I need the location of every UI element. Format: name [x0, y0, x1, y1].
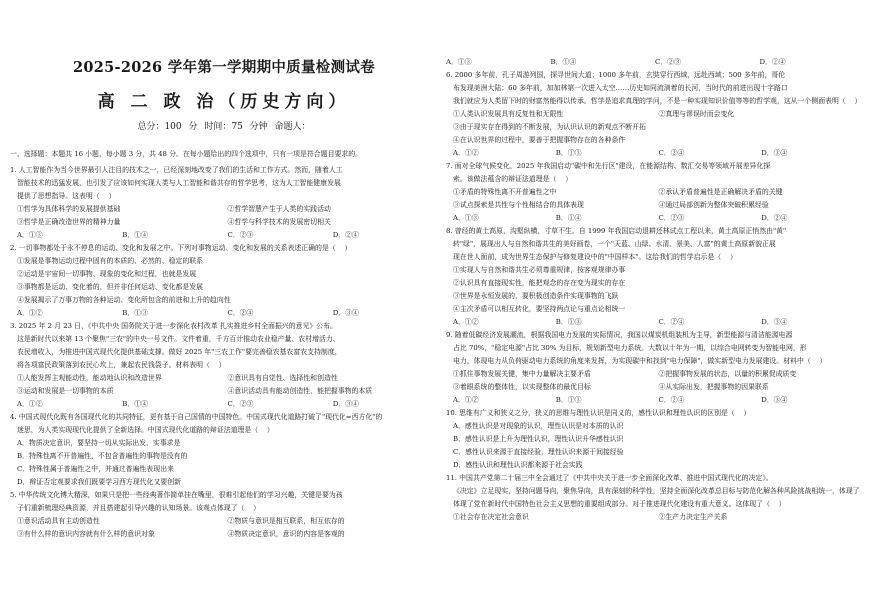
answer-choice[interactable]: A．①② [17, 309, 43, 317]
option-row [446, 199, 864, 212]
option: ④意识活动具有能动创造性，能把握事物的本质 [227, 387, 373, 395]
exam-title: 2025-2026 学年第一学期期中质量检测试卷 [73, 59, 375, 76]
answer-choice[interactable]: A．①③ [453, 214, 479, 222]
option[interactable]: B．感性认识是上升为理性认识，理性认识升华感性认识 [453, 435, 624, 443]
option-row [446, 381, 864, 394]
question-stem: 3. 2025 年 2 月 23 日，《中共中央 国务院关于进一步深化农村改革 扎实推进乡村全面振兴的意见》公布。 [10, 322, 337, 330]
answer-choice[interactable]: D．③④ [761, 318, 788, 326]
option: ②物质与意识是相互联系，相互依存的 [227, 517, 345, 525]
question-stem: 索。该做法蕴含的辩证法道理是（ ） [453, 175, 573, 183]
question-stem: 农民增收入，为推进中国式现代化提供基础支撑。做好 2025 年"三农工作"要完善稳农基农富农支持制度， [17, 348, 342, 356]
option: ②真理与谬误时而会变化 [658, 110, 735, 118]
answer-choice[interactable]: B．①④ [122, 400, 148, 408]
answer-choice[interactable]: B．①③ [555, 149, 582, 157]
left-column [10, 0, 438, 615]
answer-choice[interactable]: C．②③ [655, 58, 681, 66]
answer-choice[interactable]: C．②③ [227, 400, 254, 408]
answer-choice[interactable]: C．②④ [658, 396, 685, 404]
answer-choice[interactable]: A．①② [453, 149, 479, 157]
answer-choice[interactable]: C．②③ [658, 214, 685, 222]
option: ④在认识世界的过程中，要善于把握事物存在的各种条件 [453, 136, 626, 144]
exam-meta: 总分：100 分 时间：75 分钟 命题人： [137, 122, 311, 132]
option: ②把握事物发展的状态，以量的积累促成质变 [658, 370, 797, 378]
option: ①抓住事物发展关键，集中力量解决主要矛盾 [453, 370, 591, 378]
answer-choice[interactable]: D．②④ [759, 58, 786, 66]
option: ④从实际出发，把握事物的因果联系 [658, 383, 769, 391]
question-stem: 1. 人工智能作为当今世界最引人注目的技术之一，已经深刻地改变了我们的生活和工作方式。然而，随着人工 [10, 166, 343, 174]
answer-choice[interactable]: B．①④ [550, 58, 577, 66]
option: ③有什么样的意识内容就有什么样的意识对象 [17, 530, 155, 538]
option-row [10, 385, 438, 398]
option[interactable]: D．辩证否定观要求我们既要学习西方现代化又要创新 [17, 478, 182, 486]
answer-choice[interactable]: B．①③ [555, 318, 582, 326]
question-stem: 5. 中华传统文化博大精深，如果只是把一些经典著作简单挂在嘴里，很难引起他们的学习兴趣，关键是要为孩 [10, 491, 343, 499]
question-stem: 这是新时代以来第 13 个聚焦"三农"的中央一号文件。文件着重，千方百计推动农业稳产量、农村增活力、 [17, 335, 340, 343]
option: ①意识活动具有主动创造性 [17, 517, 100, 525]
answer-choice[interactable]: C．②④ [658, 149, 685, 157]
question-stem: 6. 2000 多年前，孔子周游列国，探寻世间大道；1000 多年前，玄奘穿行西域，远赴西域；500 多年前，哥伦 [446, 71, 786, 79]
option[interactable]: B．特殊性离不开普遍性，不包含普遍性的事物是没有的 [17, 452, 188, 460]
answer-choice[interactable]: D．③④ [761, 396, 788, 404]
answer-row [446, 147, 864, 160]
answer-choice[interactable]: A．①② [17, 400, 43, 408]
answer-row [446, 56, 864, 69]
answer-choice[interactable]: A．①② [453, 318, 479, 326]
option: ②认识具有直接现实性，能把观念的存在变为现实的存在 [453, 279, 626, 287]
option: ②意识具有自觉性、选择性和创造性 [227, 374, 338, 382]
answer-row [446, 316, 864, 329]
question-stem: 11. 中国共产党第二十届三中全会通过了《中共中央关于进一步全面深化改革、推进中国式现代化的决定》。 [446, 474, 773, 482]
option: ③试点探索是共性与个性相结合的具体表现 [453, 201, 584, 209]
option: ③由于现实存在得到的不断发展，为认识认识的新观点不断开拓 [453, 123, 646, 131]
option: ①哲学为具体科学的发展提供基础 [17, 205, 121, 213]
answer-row [10, 229, 438, 242]
answer-choice[interactable]: B．①③ [555, 396, 582, 404]
option: ②运动是宇宙间一切事物、现象的变化和过程，也就是发展 [17, 270, 197, 278]
answer-row [446, 212, 864, 225]
option-row [446, 108, 864, 121]
option: ②承认矛盾普遍性是正确解决矛盾的关键 [658, 188, 783, 196]
option: ④物质决定意识，意识的内容是客观的 [227, 530, 345, 538]
answer-row [10, 398, 438, 411]
option: ②生产力决定生产关系 [658, 513, 728, 521]
option: ③事物都是运动、变化着的，但并非任何运动、变化都是发展 [17, 283, 204, 291]
question-stem: 8. 曾经的黄土高原，沟壑纵横，寸草不生。自 1999 年我国启动退耕还林试点工程以来，黄土高原正悄然由"黄" [446, 227, 787, 235]
option: ①矛盾的特殊性离不开普遍性之中 [453, 188, 557, 196]
option: ①人类认识发展具有反复性和无限性 [453, 110, 564, 118]
question-stem: 迷思，为人类实现现代化提供了全新选择。中国式现代化道路的辩证法道理是（ ） [17, 426, 274, 434]
answer-choice[interactable]: C．②④ [227, 309, 254, 317]
answer-choice[interactable]: B．①④ [122, 231, 148, 239]
option[interactable]: A．感性认识是对现象的认识，理性认识是对本质的认识 [453, 422, 624, 430]
option: ③运动和发展是一切事物的本质 [17, 387, 114, 395]
question-stem: 现在世人面前，成为世界生态保护与修复建设中的"中国样本"。这给我们的哲学启示是（ ） [453, 253, 737, 261]
option: ④发展揭示了万事万物的各种运动、变化所包含的前进和上升的趋向性 [17, 296, 231, 304]
right-column [446, 0, 864, 615]
question-stem: 4. 中国式现代化既有各国现代化的共同特征，更有基于自己国情的中国特色。中国式现代化道路打破了"现代化=西方化"的 [10, 413, 383, 421]
option: ③世界是永恒发展的，要积极创造条件实现事物的飞跃 [453, 292, 619, 300]
option: ④通过局部创新为整体突破积累经验 [658, 201, 769, 209]
option: ②哲学智慧产生于人类的实践活动 [227, 205, 331, 213]
answer-choice[interactable]: D．③④ [332, 309, 359, 317]
section-intro: 一、选择题：本题共 16 小题，每小题 3 分，共 48 分。在每小题给出的四个选项中，只有一项是符合题目要求的。 [10, 150, 363, 158]
option: ①人能发挥主观能动性，能动地认识和改造世界 [17, 374, 162, 382]
answer-choice[interactable]: C．②④ [658, 318, 685, 326]
option-row [446, 368, 864, 381]
option-row [10, 372, 438, 385]
question-stem: 体现了党在新时代中国特色社会主义思想的重要组成部分。对于推进现代化建设有重大意义。这体现了（ ） [453, 500, 786, 508]
option-row [10, 515, 438, 528]
option-row [446, 511, 864, 524]
option: ③哲学是正确改造世界的精神力量 [17, 218, 121, 226]
question-stem: 10. 思维有广义和狭义之分，狭义的思维与理性认识是同义的，感性认识和理性认识的区别是（ ） [446, 409, 751, 417]
question-stem: 9. 随着低碳经济发展潮流，根据我国电力发展的实际情况，我国以煤炭机组装机为主导，新型能源与清洁能源电源 [446, 331, 793, 339]
question-stem: 2. 一切事物都处于永不停息的运动、变化和发展之中。下列对事物运动、变化和发展的关系表述正确的是（ ） [10, 244, 352, 252]
option: ①实现人与自然和谐共生必须尊重规律，按客观规律办事 [453, 266, 626, 274]
question-stem: 我们就应为人类留下时的财富然能得以传承。哲学是追求真理的学问，不是一种实现知识价值等等的哲学观，这从一个侧面表明（ ） [453, 97, 862, 105]
answer-choice[interactable]: D．③④ [761, 149, 788, 157]
answer-row [10, 307, 438, 320]
question-stem: 转"绿"，展现出人与自然和谐共生的美好画卷，一个"天蓝、山绿、水清、景美、人富"的黄土高原新貌正展 [453, 240, 776, 248]
question-stem: 《决定》立足现实，坚持问题导向，聚焦导向，具有深刻的科学性，坚持全面深化改革总目标与防范化解各种风险挑战相统一，体现了 [453, 487, 860, 495]
answer-choice[interactable]: D．②④ [761, 214, 788, 222]
answer-choice[interactable]: D．③④ [332, 400, 359, 408]
answer-choice[interactable]: D．②④ [332, 231, 359, 239]
option-row [446, 186, 864, 199]
answer-choice[interactable]: A．①③ [17, 231, 43, 239]
question-stem: 子们重新梳理经典资源，并且搭建起引导兴趣的认知场景。该观点体现了（ ） [17, 504, 261, 512]
option: ④主次矛盾可以相互转化，要坚持两点论与重点论相统一 [453, 305, 626, 313]
answer-choice[interactable]: C．②③ [227, 231, 254, 239]
answer-choice[interactable]: A．①③ [446, 58, 472, 66]
option[interactable]: A．物质决定意识，要坚持一切从实际出发、实事求是 [17, 439, 181, 447]
answer-choice[interactable]: B．①④ [555, 214, 582, 222]
question-stem: 占比 70%，"稳定电源"占比 30% 为目标，规划新型电力系统。大数以十年为一期，以综合电网转变为智能电网，形 [453, 344, 807, 352]
answer-row [446, 394, 864, 407]
answer-choice[interactable]: B．①③ [122, 309, 148, 317]
question-stem: 将各项富民政策落到农民心坎上，兼起农民钱袋子。材料表明（ ） [17, 361, 226, 369]
option: ①社会存在决定社会意识 [453, 513, 529, 521]
option: ④哲学与科学技术的发展密切相关 [227, 218, 331, 226]
option[interactable]: C．特殊性属于普遍性之中，并通过普遍性表现出来 [17, 465, 174, 473]
exam-subtitle: 高 二 政 治（历史方向） [97, 92, 351, 112]
option: ①发展是事物运动过程中固有的本质的、必然的、稳定的联系 [17, 257, 204, 265]
option: ③着眼系统的整体性，以实现整体的最优目标 [453, 383, 591, 391]
question-stem: 7. 面对全球气候变化，2025 年我国启动"碳中和先行区"建设，在能源结构、数汇交易等领域开展差异化探 [446, 162, 771, 170]
option-row [10, 216, 438, 229]
question-stem: 电力，体现电力从负荷驱动电力系统的角度来发挥，为实现碳中和找到"电力保障"，做实新型电力发展建设。材料中（ ） [453, 357, 827, 365]
option-row [10, 203, 438, 216]
option[interactable]: C．感性认识来源于直接经验，理性认识来源于间接经验 [453, 448, 624, 456]
question-stem: 智能技术的迅猛发展，也引发了应该如何实现人类与人工智能和谐共存的哲学思考，这为人工智能健康发展 [17, 179, 341, 187]
option[interactable]: D．感性认识和理性认识都来源于社会实践 [453, 461, 583, 469]
option-row [10, 528, 438, 541]
question-stem: 布发现美洲大陆；60 多年前，加加林第一次进入太空……历史如同流淌着的长河，当时代的前进出现十字路口 [453, 84, 788, 92]
question-stem: 提供了思想指导。这表明（ ） [17, 192, 116, 200]
answer-choice[interactable]: A．①② [453, 396, 479, 404]
